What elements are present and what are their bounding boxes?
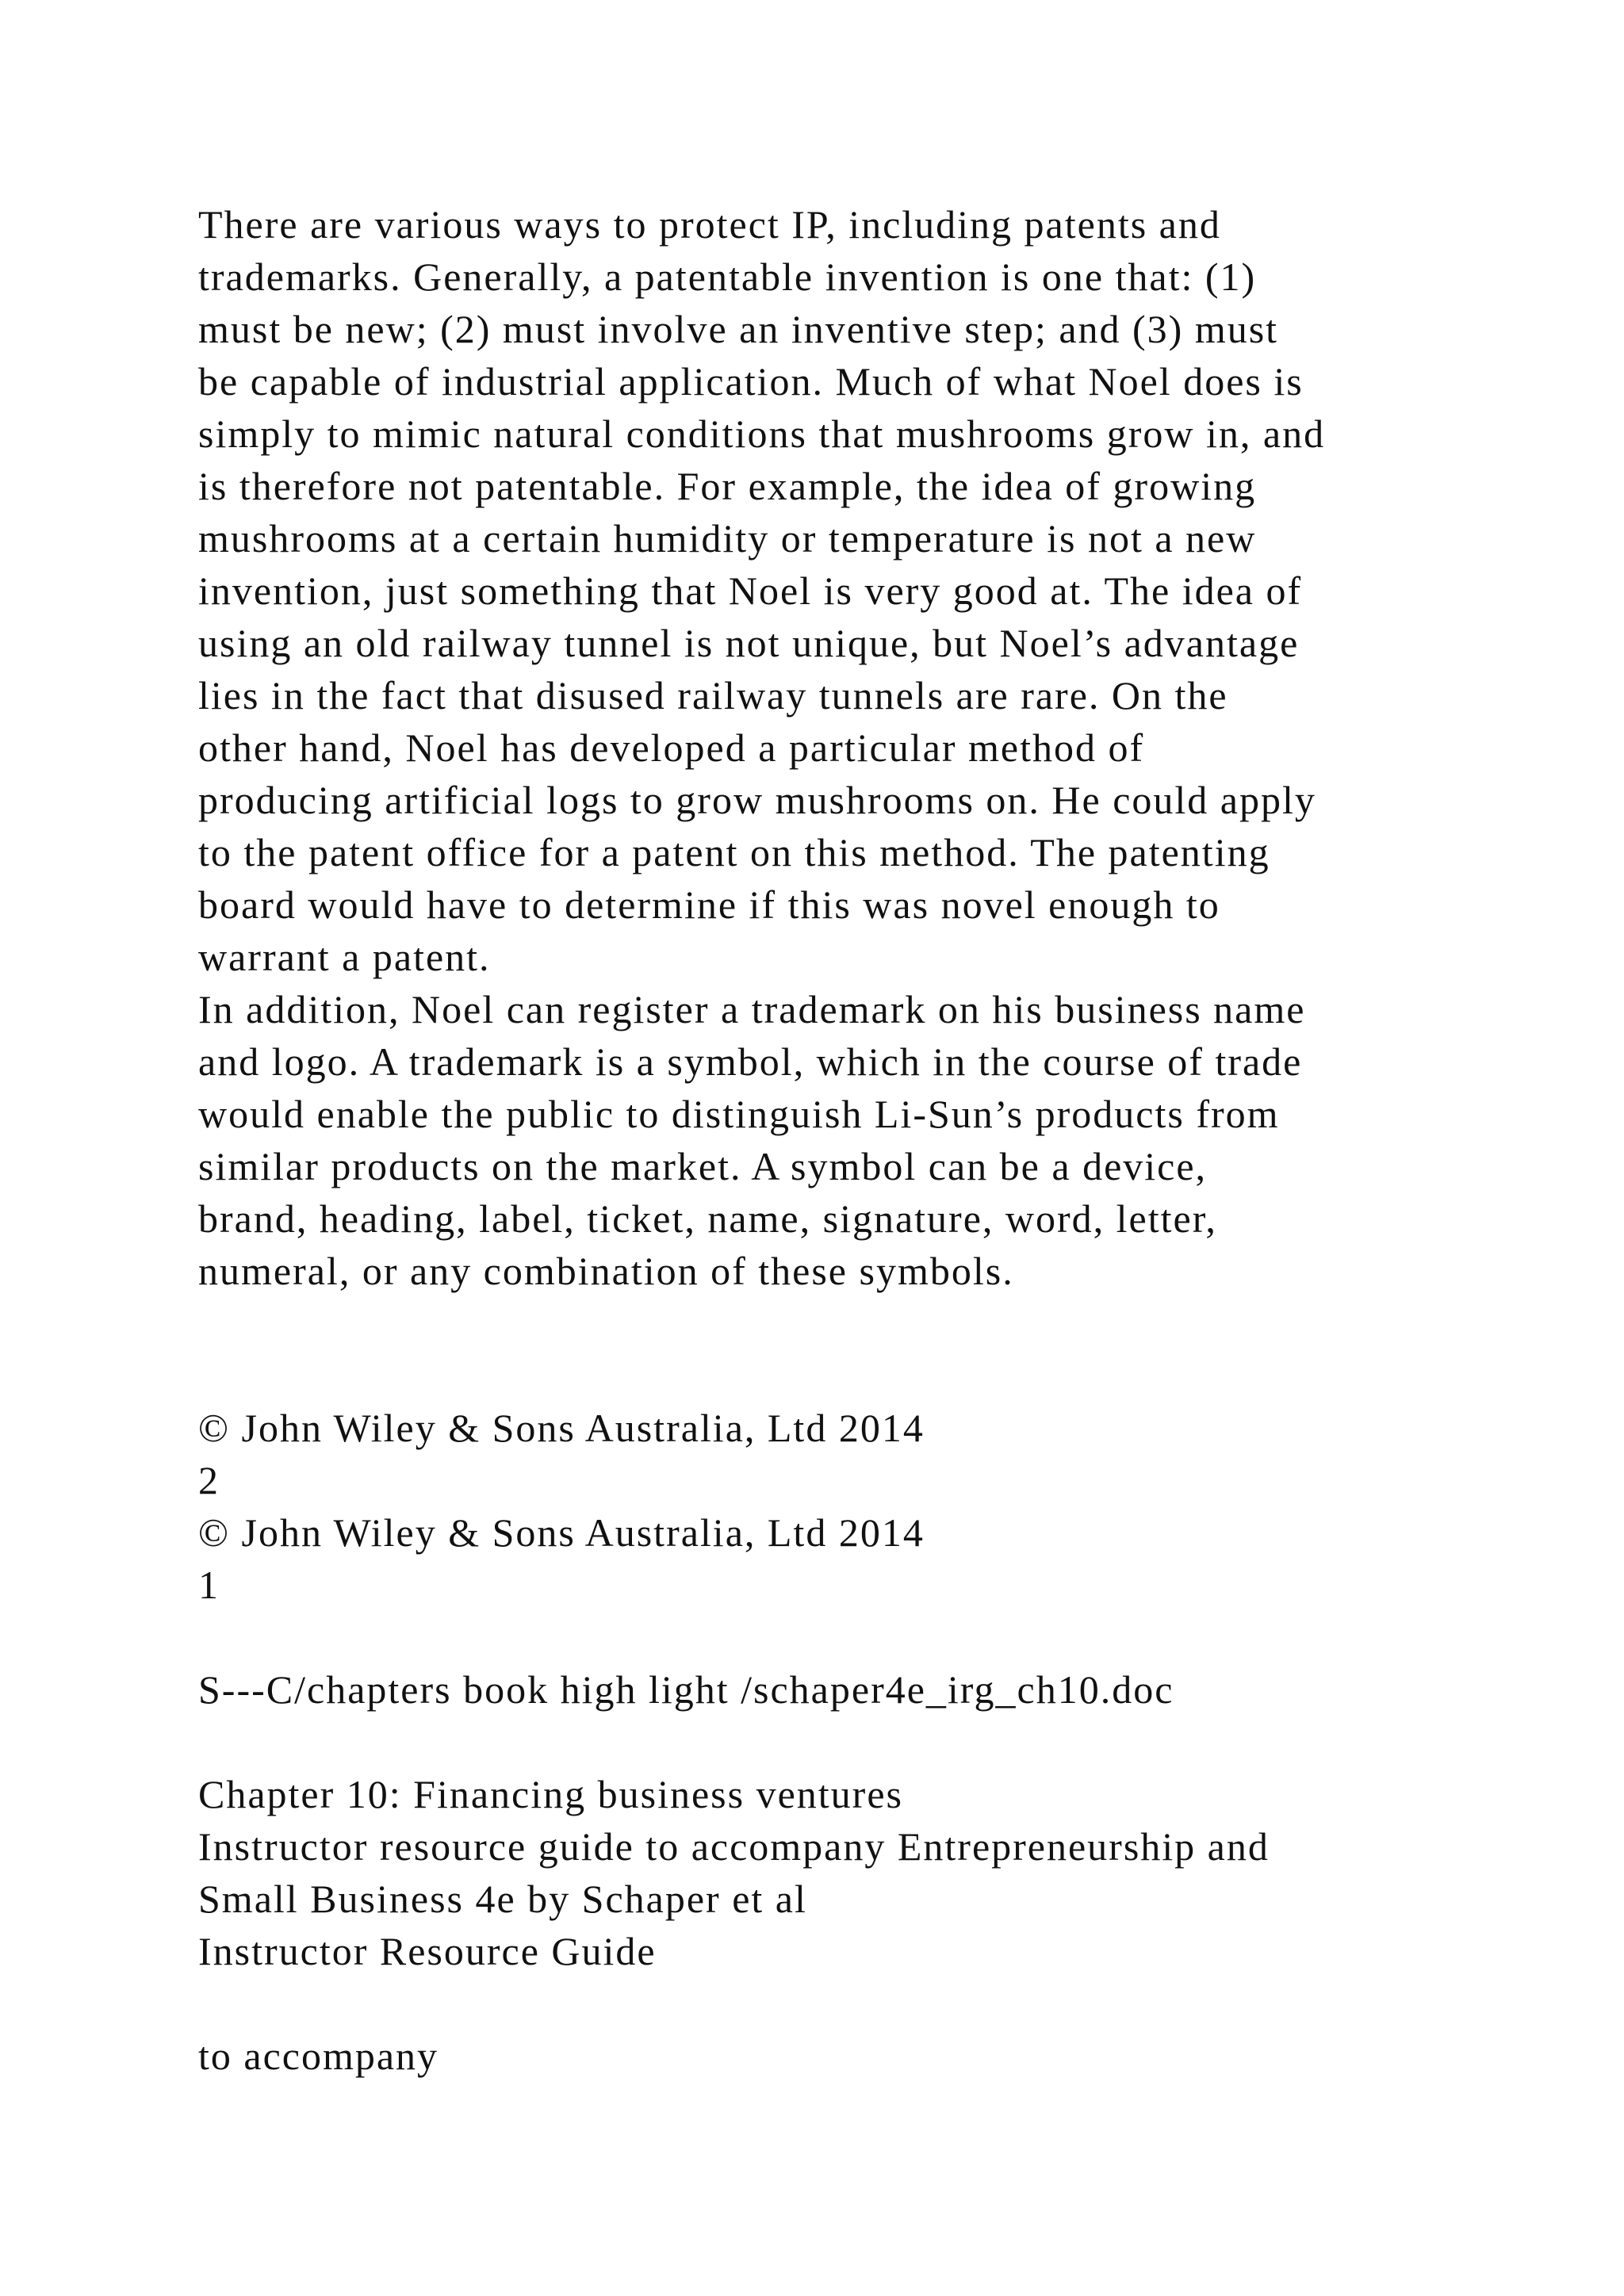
text-line: numeral, or any combination of these symbols.	[198, 1249, 1014, 1293]
text-line: board would have to determine if this was novel enough to	[198, 882, 1220, 927]
text-line: is therefore not patentable. For example, the idea of growing	[198, 464, 1257, 508]
spacer	[198, 1716, 1467, 1768]
file-path: S---C/chapters book high light /schaper4e_irg_ch10.doc	[198, 1667, 1174, 1712]
spacer	[198, 1977, 1467, 2030]
resource-title: Instructor Resource Guide	[198, 1929, 657, 1973]
text-line: warrant a patent.	[198, 935, 491, 979]
header-block	[198, 1768, 1467, 2082]
text-line: other hand, Noel has developed a particular method of	[198, 725, 1145, 770]
copyright-notice: © John Wiley & Sons Australia, Ltd 2014	[198, 1510, 925, 1555]
text-line: be capable of industrial application. Much of what Noel does is	[198, 359, 1304, 404]
text-line: must be new; (2) must involve an inventive step; and (3) must	[198, 307, 1279, 351]
spacer	[198, 1349, 1467, 1402]
spacer	[198, 1611, 1467, 1663]
text-line: to the patent office for a patent on this method. The patenting	[198, 830, 1270, 874]
text-line: mushrooms at a certain humidity or temperature is not a new	[198, 516, 1257, 561]
text-line: lies in the fact that disused railway tunnels are rare. On the	[198, 673, 1228, 718]
chapter-title: Chapter 10: Financing business ventures	[198, 1772, 903, 1816]
guide-description-line: Small Business 4e by Schaper et al	[198, 1877, 807, 1921]
guide-description-line: Instructor resource guide to accompany Entrepreneurship and	[198, 1824, 1270, 1869]
text-line: invention, just something that Noel is very good at. The idea of	[198, 568, 1303, 613]
copyright-notice: © John Wiley & Sons Australia, Ltd 2014	[198, 1406, 925, 1450]
paragraph-patents	[198, 198, 1467, 983]
text-line: brand, heading, label, ticket, name, signature, word, letter,	[198, 1196, 1217, 1241]
spacer	[198, 1297, 1467, 1349]
page-number: 2	[198, 1458, 220, 1502]
text-line: In addition, Noel can register a trademark on his business name	[198, 987, 1306, 1031]
paragraph-trademark	[198, 983, 1467, 1297]
text-line: similar products on the market. A symbol can be a device,	[198, 1144, 1208, 1188]
to-accompany-text: to accompany	[198, 2034, 439, 2078]
document-page	[198, 198, 1467, 2082]
page-number: 1	[198, 1563, 220, 1607]
text-line: using an old railway tunnel is not unique, but Noel’s advantage	[198, 621, 1300, 665]
text-line: and logo. A trademark is a symbol, which in the course of trade	[198, 1039, 1303, 1084]
text-line: simply to mimic natural conditions that mushrooms grow in, and	[198, 411, 1326, 456]
text-line: trademarks. Generally, a patentable invention is one that: (1)	[198, 254, 1257, 299]
text-line: There are various ways to protect IP, including patents and	[198, 202, 1221, 247]
text-line: would enable the public to distinguish Li-Sun’s products from	[198, 1092, 1280, 1136]
text-line: producing artificial logs to grow mushrooms on. He could apply	[198, 778, 1316, 822]
footer-block	[198, 1402, 1467, 1611]
